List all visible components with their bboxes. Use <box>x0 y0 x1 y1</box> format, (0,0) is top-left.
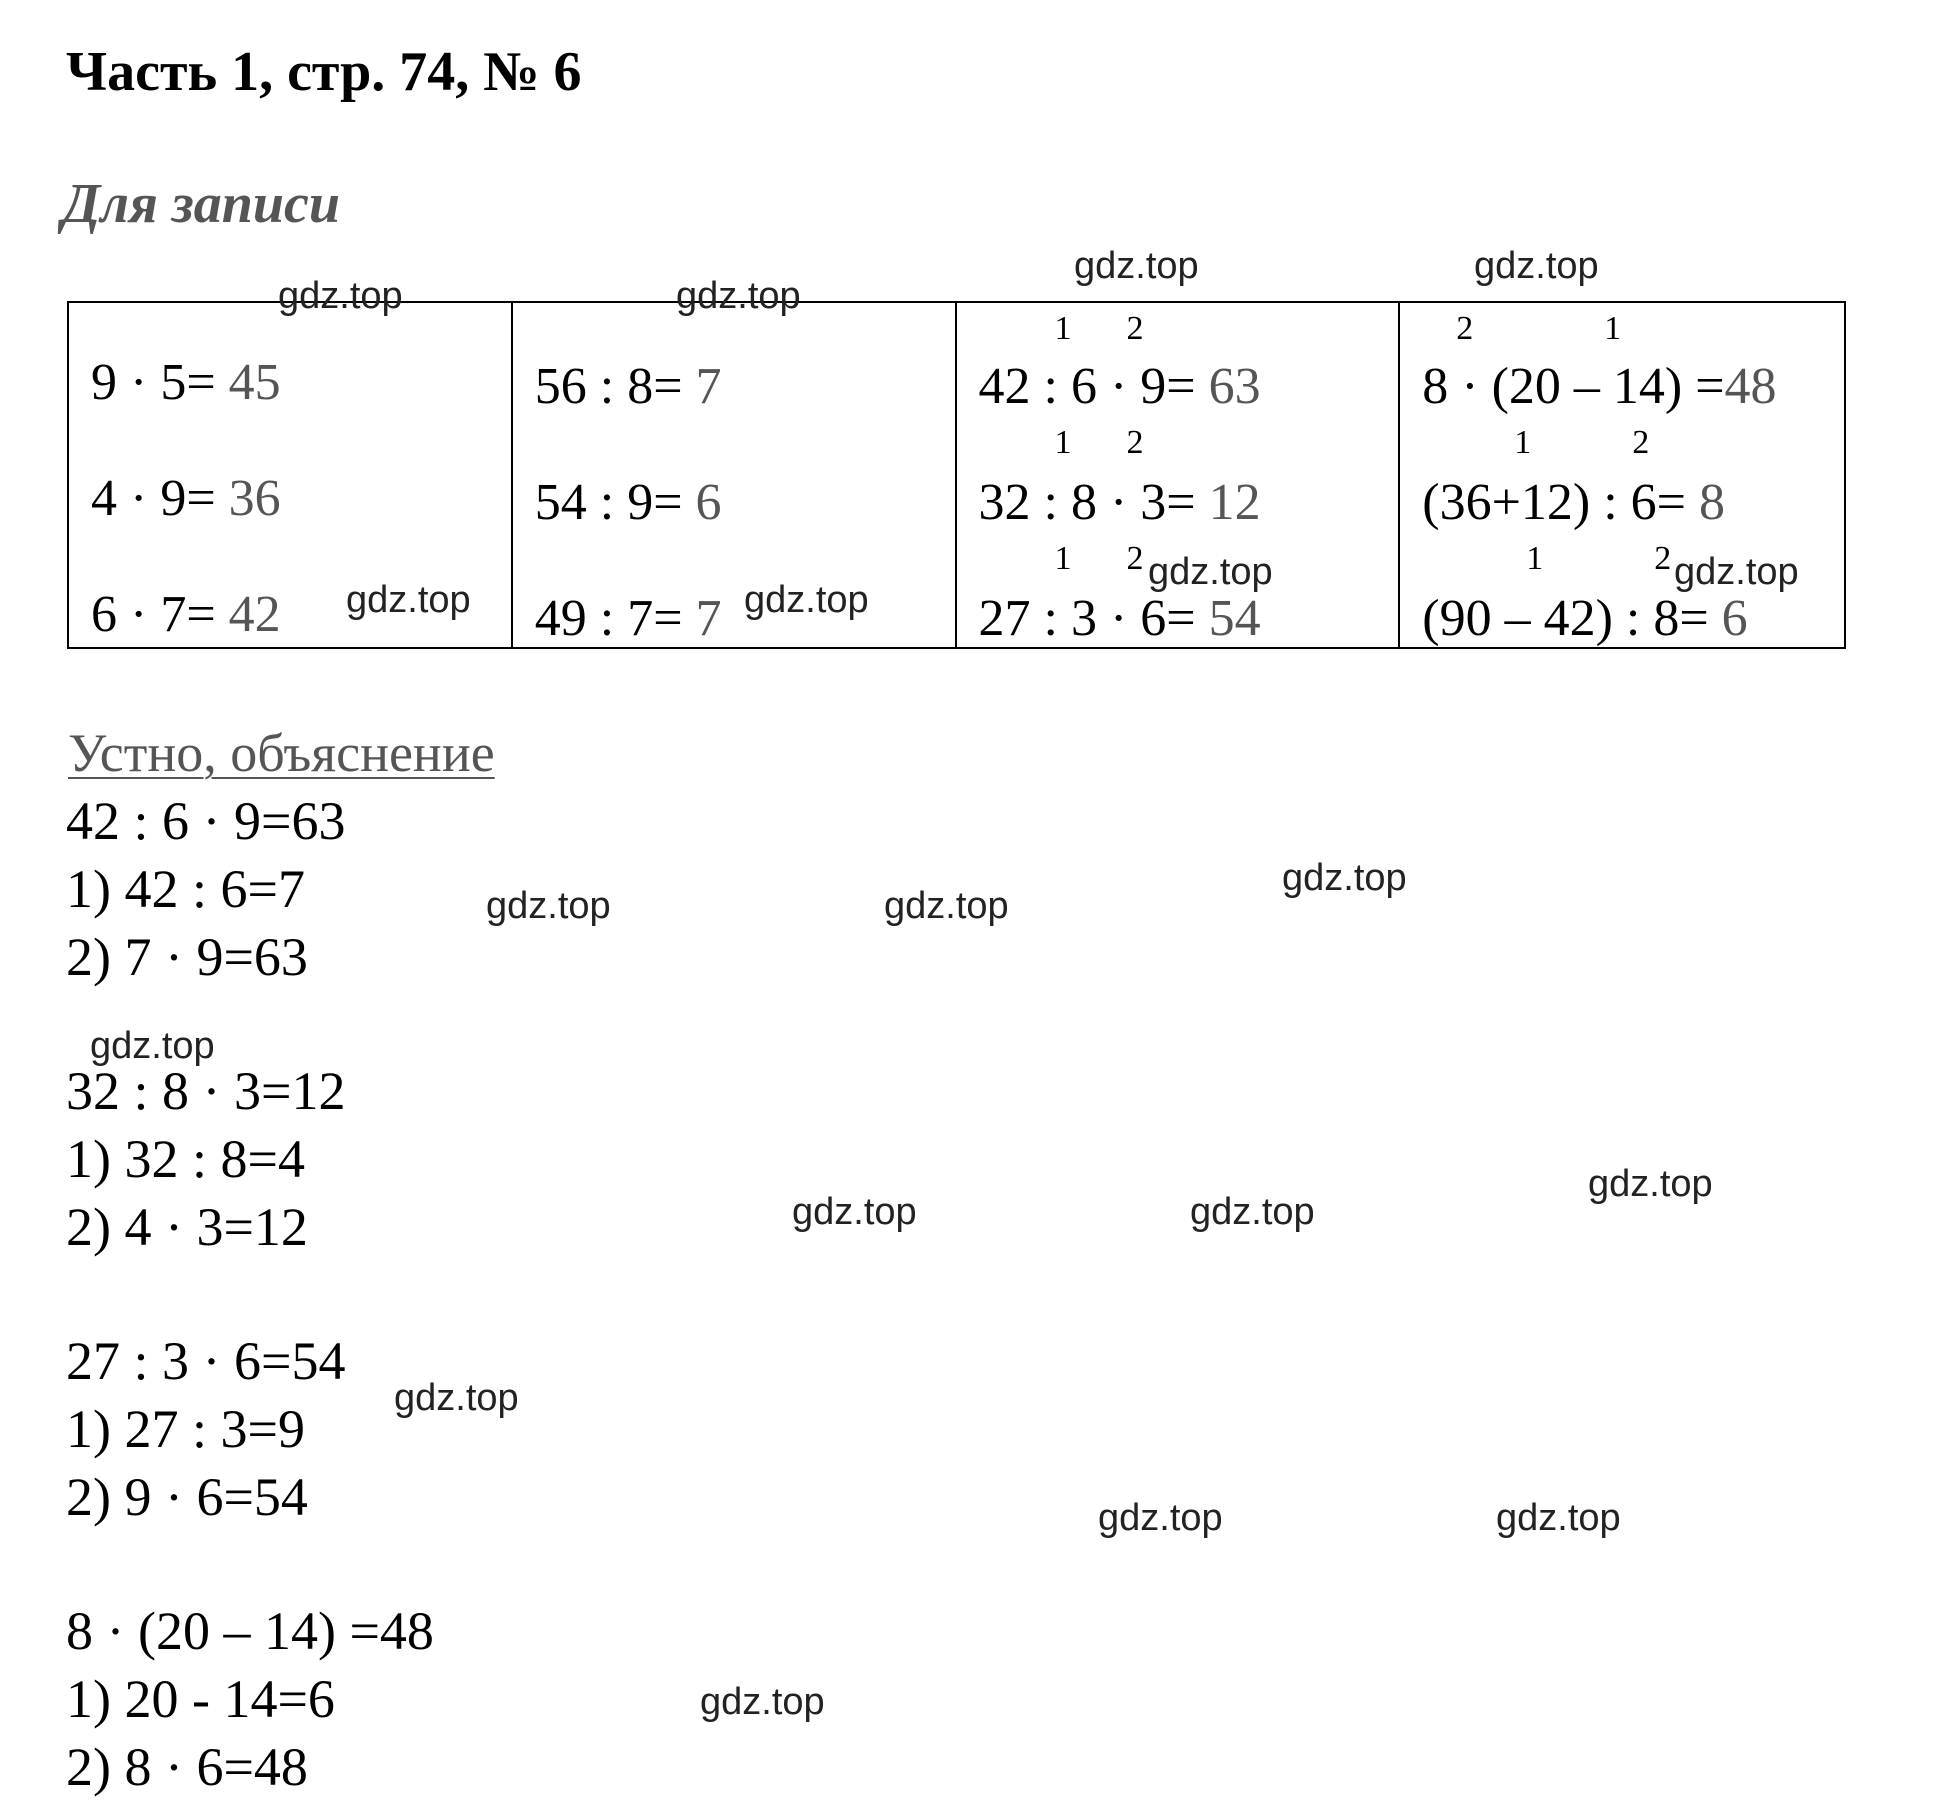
expression: 9 · 5= <box>91 354 229 411</box>
expression: 49 : 7= <box>534 590 696 647</box>
oral-line: 1) 27 : 3=9 <box>66 1399 305 1459</box>
watermark: gdz.top <box>1496 1497 1621 1539</box>
order-mark: 1 <box>1604 310 1622 347</box>
expression: 4 · 9= <box>91 470 229 527</box>
watermark: gdz.top <box>346 579 471 621</box>
watermark: gdz.top <box>278 275 403 317</box>
order-mark: 1 <box>1054 310 1072 347</box>
equation <box>1422 473 1725 533</box>
equation <box>979 589 1261 649</box>
table-column-2 <box>513 303 957 647</box>
expression: 6 · 7= <box>91 586 229 643</box>
equation <box>91 469 281 529</box>
equation <box>535 473 722 533</box>
oral-line: 8 · (20 – 14) =48 <box>66 1601 434 1661</box>
page-title: Часть 1, стр. 74, № 6 <box>66 41 582 103</box>
oral-line: 27 : 3 · 6=54 <box>66 1331 346 1391</box>
answer: 8 <box>1698 474 1725 531</box>
watermark: gdz.top <box>1190 1191 1315 1233</box>
watermark: gdz.top <box>884 885 1009 927</box>
watermark: gdz.top <box>1074 245 1199 287</box>
watermark: gdz.top <box>676 275 801 317</box>
expression: 27 : 3 · 6= <box>978 590 1209 647</box>
order-mark: 2 <box>1126 540 1144 577</box>
watermark: gdz.top <box>744 579 869 621</box>
order-mark: 1 <box>1514 424 1532 461</box>
oral-line: 1) 20 - 14=6 <box>66 1669 335 1729</box>
watermark: gdz.top <box>1148 551 1273 593</box>
oral-line: 1) 42 : 6=7 <box>66 859 305 919</box>
answer: 48 <box>1724 358 1777 415</box>
answer: 36 <box>228 470 281 527</box>
order-mark: 2 <box>1654 540 1672 577</box>
answer: 45 <box>228 354 281 411</box>
watermark: gdz.top <box>486 885 611 927</box>
expression: 54 : 9= <box>534 474 696 531</box>
watermark: gdz.top <box>1674 551 1799 593</box>
watermark: gdz.top <box>1474 245 1599 287</box>
answer: 6 <box>1721 590 1748 647</box>
answer: 54 <box>1208 590 1261 647</box>
answer: 12 <box>1208 474 1261 531</box>
watermark: gdz.top <box>1588 1163 1713 1205</box>
watermark: gdz.top <box>700 1681 825 1723</box>
expression: 42 : 6 · 9= <box>978 358 1209 415</box>
expression: (36+12) : 6= <box>1422 474 1699 531</box>
answer: 63 <box>1208 358 1261 415</box>
oral-line: 2) 9 · 6=54 <box>66 1467 308 1527</box>
answer: 7 <box>695 590 722 647</box>
oral-line: 2) 8 · 6=48 <box>66 1737 308 1797</box>
table-column-3 <box>957 303 1401 647</box>
watermark: gdz.top <box>1098 1497 1223 1539</box>
exercise-table <box>67 301 1846 649</box>
watermark: gdz.top <box>792 1191 917 1233</box>
order-mark: 1 <box>1054 424 1072 461</box>
expression: (90 – 42) : 8= <box>1422 590 1722 647</box>
oral-line: 2) 4 · 3=12 <box>66 1197 308 1257</box>
oral-line: 32 : 8 · 3=12 <box>66 1061 346 1121</box>
order-mark: 2 <box>1632 424 1650 461</box>
equation <box>1422 589 1747 649</box>
equation <box>979 357 1261 417</box>
expression: 56 : 8= <box>534 358 696 415</box>
section-title-oral: Устно, объяснение <box>68 723 495 783</box>
section-title-written: Для записи <box>62 173 340 235</box>
order-mark: 2 <box>1456 310 1474 347</box>
watermark: gdz.top <box>1282 857 1407 899</box>
answer: 42 <box>228 586 281 643</box>
order-mark: 2 <box>1126 310 1144 347</box>
equation <box>535 357 722 417</box>
order-mark: 1 <box>1054 540 1072 577</box>
table-column-4 <box>1400 303 1844 647</box>
watermark: gdz.top <box>394 1377 519 1419</box>
oral-line: 1) 32 : 8=4 <box>66 1129 305 1189</box>
oral-line: 42 : 6 · 9=63 <box>66 791 346 851</box>
watermark: gdz.top <box>90 1025 215 1067</box>
expression: 8 · (20 – 14) = <box>1422 358 1725 415</box>
equation <box>535 589 722 649</box>
equation <box>979 473 1261 533</box>
equation <box>91 585 281 645</box>
expression: 32 : 8 · 3= <box>978 474 1209 531</box>
oral-line: 2) 7 · 9=63 <box>66 927 308 987</box>
answer: 7 <box>695 358 722 415</box>
order-mark: 1 <box>1526 540 1544 577</box>
equation <box>1422 357 1776 417</box>
answer: 6 <box>695 474 722 531</box>
order-mark: 2 <box>1126 424 1144 461</box>
equation <box>91 353 281 413</box>
